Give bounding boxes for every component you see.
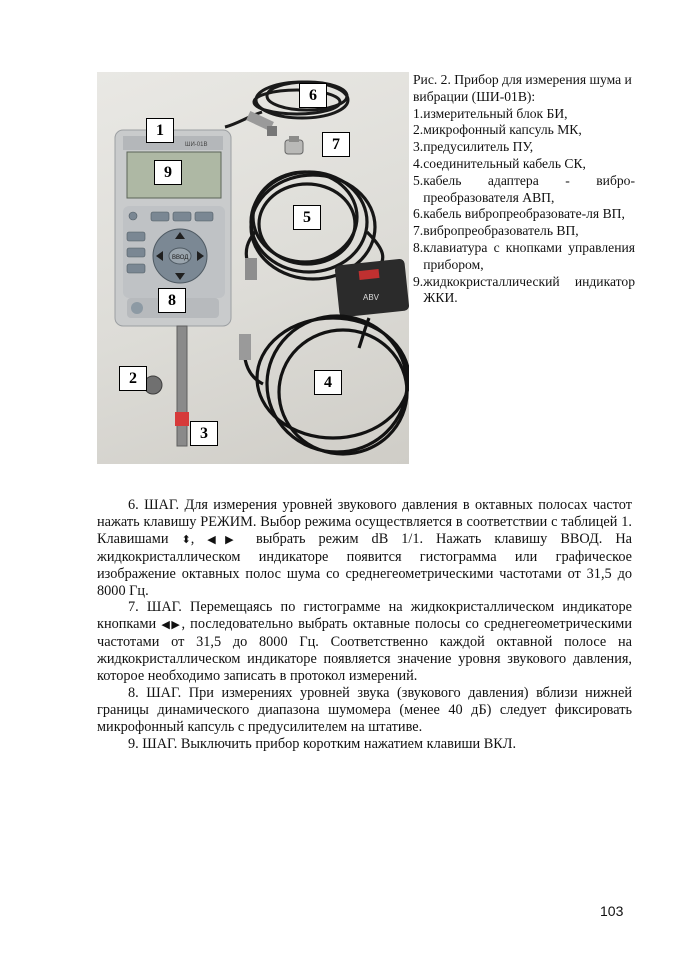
caption-item bbox=[413, 240, 635, 274]
caption-item bbox=[413, 122, 635, 139]
callout-1: 1 bbox=[146, 118, 174, 143]
left-right-arrows-icon: ◀▶ bbox=[161, 618, 182, 632]
adapter-box bbox=[334, 258, 409, 317]
caption-item bbox=[413, 173, 635, 207]
step-6-text-c: выбрать режим dB 1/1. Нажать клавишу ВВОД. На жидкокристаллическом индикаторе появится гистограмма или графическое изображение октавных полос шума со среднегеометрическими частотами от 31,5 до 8000 Гц. bbox=[97, 530, 632, 599]
callout-5: 5 bbox=[293, 205, 321, 230]
caption-item-number: 2. bbox=[413, 122, 424, 138]
step-7-text-b: , последовательно выбрать октавные полосы со среднегеометрическими частотами от 31,5 до 8000 Гц. Соответственно каждой октавной полосе на жидкокристаллическом индикаторе появляется значение уровня звукового давления, которое необходимо записать в протокол измерений. bbox=[97, 616, 632, 685]
caption-item-number: 1. bbox=[413, 105, 424, 121]
caption-list bbox=[413, 106, 635, 308]
caption-item-text: предусилитель ПУ, bbox=[423, 139, 534, 155]
connector-5 bbox=[245, 258, 257, 280]
caption-item-text: микрофонный капсуль МК, bbox=[423, 122, 582, 138]
step-8-paragraph: 8. ШАГ. При измерениях уровней звука (звукового давления) вблизи нижней границы динамического диапазона шумомера (менее 40 дБ) следует фиксировать микрофонный капсуль с предусилителем на штативе. bbox=[97, 684, 632, 735]
caption-item-text: клавиатура с кнопками управления прибором, bbox=[423, 239, 635, 272]
arrow-pad bbox=[153, 229, 207, 283]
callout-8: 8 bbox=[158, 288, 186, 313]
caption-item-number: 6. bbox=[413, 206, 424, 222]
caption-item-text: вибропреобразователь ВП, bbox=[423, 223, 579, 239]
figure-caption bbox=[413, 72, 635, 307]
caption-item-number: 5. bbox=[413, 172, 424, 188]
caption-item-text: жидкокристаллический индикатор ЖКИ. bbox=[423, 273, 635, 306]
caption-item-text: измерительный блок БИ, bbox=[423, 105, 568, 121]
caption-item-number: 8. bbox=[413, 239, 424, 255]
vp-cable-6 bbox=[225, 82, 348, 127]
step-6-text-b: , bbox=[190, 530, 208, 547]
callout-3: 3 bbox=[190, 421, 218, 446]
up-down-arrows-icon: ⬍ bbox=[181, 532, 191, 546]
adapter-label: ABV bbox=[363, 293, 380, 302]
callout-9: 9 bbox=[154, 160, 182, 185]
caption-item bbox=[413, 206, 635, 223]
preamp-3 bbox=[175, 326, 189, 446]
caption-item-number: 4. bbox=[413, 155, 424, 171]
step-7-paragraph bbox=[97, 599, 632, 685]
step-6-paragraph bbox=[97, 497, 632, 599]
caption-item bbox=[413, 223, 635, 240]
device-photo bbox=[97, 72, 409, 464]
callout-4: 4 bbox=[314, 370, 342, 395]
caption-title: Рис. 2. Прибор для измерения шума и вибрации (ШИ-01В): bbox=[413, 72, 632, 104]
step-6-text-a: 6. ШАГ. Для измерения уровней звукового давления в октавных полосах частот нажать клавишу РЕЖИМ. Выбор режима осуществляется в соответствии с таблицей 1. Клавишами bbox=[97, 497, 632, 547]
left-right-arrows-icon: ◀▶ bbox=[207, 532, 243, 546]
callout-6: 6 bbox=[299, 83, 327, 108]
caption-item bbox=[413, 139, 635, 156]
step-7-text-a: 7. ШАГ. Перемещаясь по гистограмме на жидкокристаллическом индикаторе кнопками bbox=[97, 599, 632, 633]
device-model-label: ШИ-01В bbox=[185, 142, 208, 148]
caption-item-number: 7. bbox=[413, 223, 424, 239]
caption-item bbox=[413, 156, 635, 173]
body-text bbox=[97, 497, 632, 753]
caption-item-number: 3. bbox=[413, 139, 424, 155]
device-photo-drawing bbox=[97, 72, 409, 464]
caption-item bbox=[413, 274, 635, 308]
caption-item bbox=[413, 106, 635, 123]
step-9-paragraph: 9. ШАГ. Выключить прибор коротким нажатием клавиши ВКЛ. bbox=[128, 735, 517, 752]
caption-item-number: 9. bbox=[413, 273, 424, 289]
callout-2: 2 bbox=[119, 366, 147, 391]
caption-item-text: соединительный кабель СК, bbox=[423, 155, 586, 171]
vibro-transducer-7 bbox=[285, 136, 303, 154]
enter-key-label: ВВОД bbox=[172, 255, 189, 261]
connector-4 bbox=[239, 334, 251, 360]
caption-item-text: кабель вибропреобразовате-ля ВП, bbox=[423, 206, 625, 222]
callout-7: 7 bbox=[322, 132, 350, 157]
caption-item-text: кабель адаптера - вибро-преобразователя АВП, bbox=[423, 172, 635, 205]
page-number: 103 bbox=[600, 903, 624, 919]
